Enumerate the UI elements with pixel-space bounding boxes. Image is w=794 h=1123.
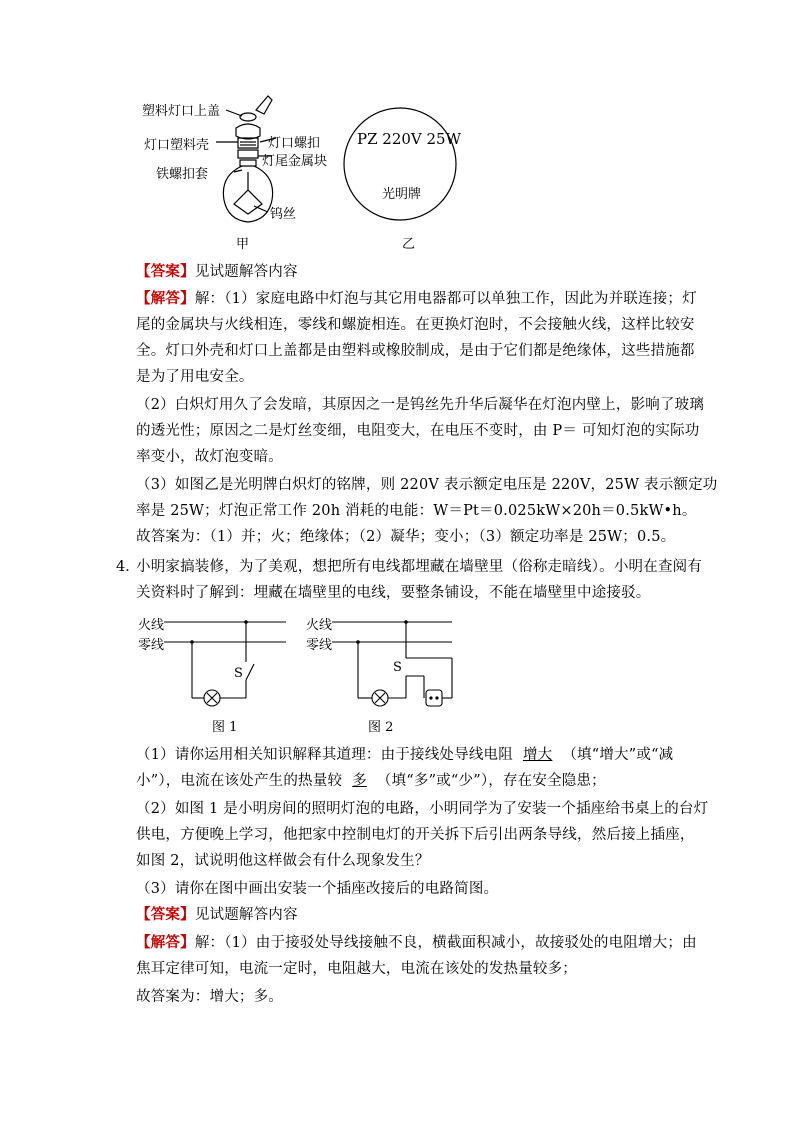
answer-tag: 【答案】 xyxy=(136,906,195,923)
answer-text: 见试题解答内容 xyxy=(194,907,298,923)
solution-1-line-3: 是为了用电安全。 xyxy=(136,369,254,385)
fig2-switch-label: S xyxy=(393,660,402,675)
sub2-line-2: 如图 2，试说明他这样做会有什么现象发生？ xyxy=(136,853,430,869)
solution-1-line-8: 率是 25W；灯泡正常工作 20h 消耗的电能：W＝Pt＝0.025kW×20h＝0.5kW•h。 xyxy=(136,503,697,519)
label-buckle: 灯口螺扣 xyxy=(268,136,321,151)
answer-1 xyxy=(136,262,298,282)
solution-1-line-6: 率变小，故灯泡变暗。 xyxy=(136,449,283,465)
blank-2: 多 xyxy=(352,773,367,789)
fig1-neutral-label: 零线 xyxy=(138,638,165,653)
solution-1-line-7: （3）如图乙是光明牌白炽灯的铭牌，则 220V 表示额定电压是 220V，25W 表示额定功 xyxy=(136,477,718,493)
fig2-live-label: 火线 xyxy=(306,618,333,633)
solution-tag: 【解答】 xyxy=(136,290,195,307)
solution-1-line-5: 的透光性；原因之二是灯丝变细，电阻变大，在电压不变时，由 P＝ 可知灯泡的实际功 xyxy=(136,423,700,439)
circuit-figure xyxy=(136,612,456,732)
label-tail: 灯尾金属块 xyxy=(262,154,328,169)
label-shell: 灯口塑料壳 xyxy=(144,138,210,153)
sub1-line-1: 小”），电流在该处产生的热量较 多 （填“多”或“少”），存在安全隐患； xyxy=(136,773,606,789)
solution-1-line-4: （2）白炽灯用久了会发暗，其原因之一是钨丝先升华后凝华在灯泡内壁上，影响了玻璃 xyxy=(136,397,705,413)
question-4-line-0: 小明家搞装修，为了美观，想把所有电线都埋藏在墙壁里（俗称走暗线）。小明在查阅有 xyxy=(136,559,703,575)
sub3-line: （3）请你在图中画出安装一个插座改接后的电路简图。 xyxy=(136,881,499,897)
answer-text: 见试题解答内容 xyxy=(194,264,298,280)
sub2-line-0: （2）如图 1 是小明房间的照明灯泡的电路，小明同学为了安装一个插座给书桌上的台灯 xyxy=(136,801,709,817)
sub2-line-1: 供电，方便晚上学习，他把家中控制电灯的开关拆下后引出两条导线，然后接上插座， xyxy=(136,827,695,843)
caption-jia: 甲 xyxy=(236,237,250,252)
fig2-caption: 图 2 xyxy=(368,720,394,735)
fig1-live-label: 火线 xyxy=(138,618,165,633)
solution-2-line-2: 故答案为：增大；多。 xyxy=(136,989,283,1005)
question-number: 4． xyxy=(116,559,140,575)
fig1-switch-label: S xyxy=(234,666,243,681)
fig1-caption: 图 1 xyxy=(212,720,238,735)
solution-1-line-2: 全。灯口外壳和灯口上盖都是由塑料或橡胶制成，是由于它们都是绝缘体，这些措施都 xyxy=(136,343,695,359)
label-filament: 钨丝 xyxy=(270,207,297,222)
solution-1-line-1: 尾的金属块与火线相连，零线和螺旋相连。在更换灯泡时，不会接触火线，这样比较安 xyxy=(136,317,695,333)
answer-2 xyxy=(136,905,298,925)
label-iron: 铁螺扣套 xyxy=(156,167,209,182)
solution-tag: 【解答】 xyxy=(136,934,195,951)
label-cap: 塑料灯口上盖 xyxy=(142,104,221,119)
solution-1-line-9: 故答案为：（1）并；火；绝缘体；（2）凝华；变小；（3）额定功率是 25W；0.5。 xyxy=(136,529,676,545)
solution-1-line-0: 【解答】解：（1）家庭电路中灯泡与其它用电器都可以单独工作，因此为并联连接；灯 xyxy=(136,290,697,307)
caption-yi: 乙 xyxy=(402,237,416,252)
solution-2-line-1: 焦耳定律可知，电流一定时，电阻越大，电流在该处的发热量较多； xyxy=(136,961,577,977)
answer-tag: 【答案】 xyxy=(136,263,195,280)
fig2-neutral-label: 零线 xyxy=(306,638,333,653)
sub1-line-0: （1）请你运用相关知识解释其道理：由于接线处导线电阻 增大 （填“增大”或“减 xyxy=(136,747,674,763)
blank-1: 增大 xyxy=(522,747,553,763)
solution-2-line-0: 【解答】解：（1）由于接驳处导线接触不良，横截面积减小，故接驳处的电阻增大；由 xyxy=(136,934,697,951)
question-4-line-1: 关资料时了解到：埋藏在墙壁里的电线，要整条铺设，不能在墙壁里中途接驳。 xyxy=(136,585,651,601)
nameplate-rating: PZ 220V 25W xyxy=(357,130,462,148)
nameplate-brand: 光明牌 xyxy=(382,187,422,202)
